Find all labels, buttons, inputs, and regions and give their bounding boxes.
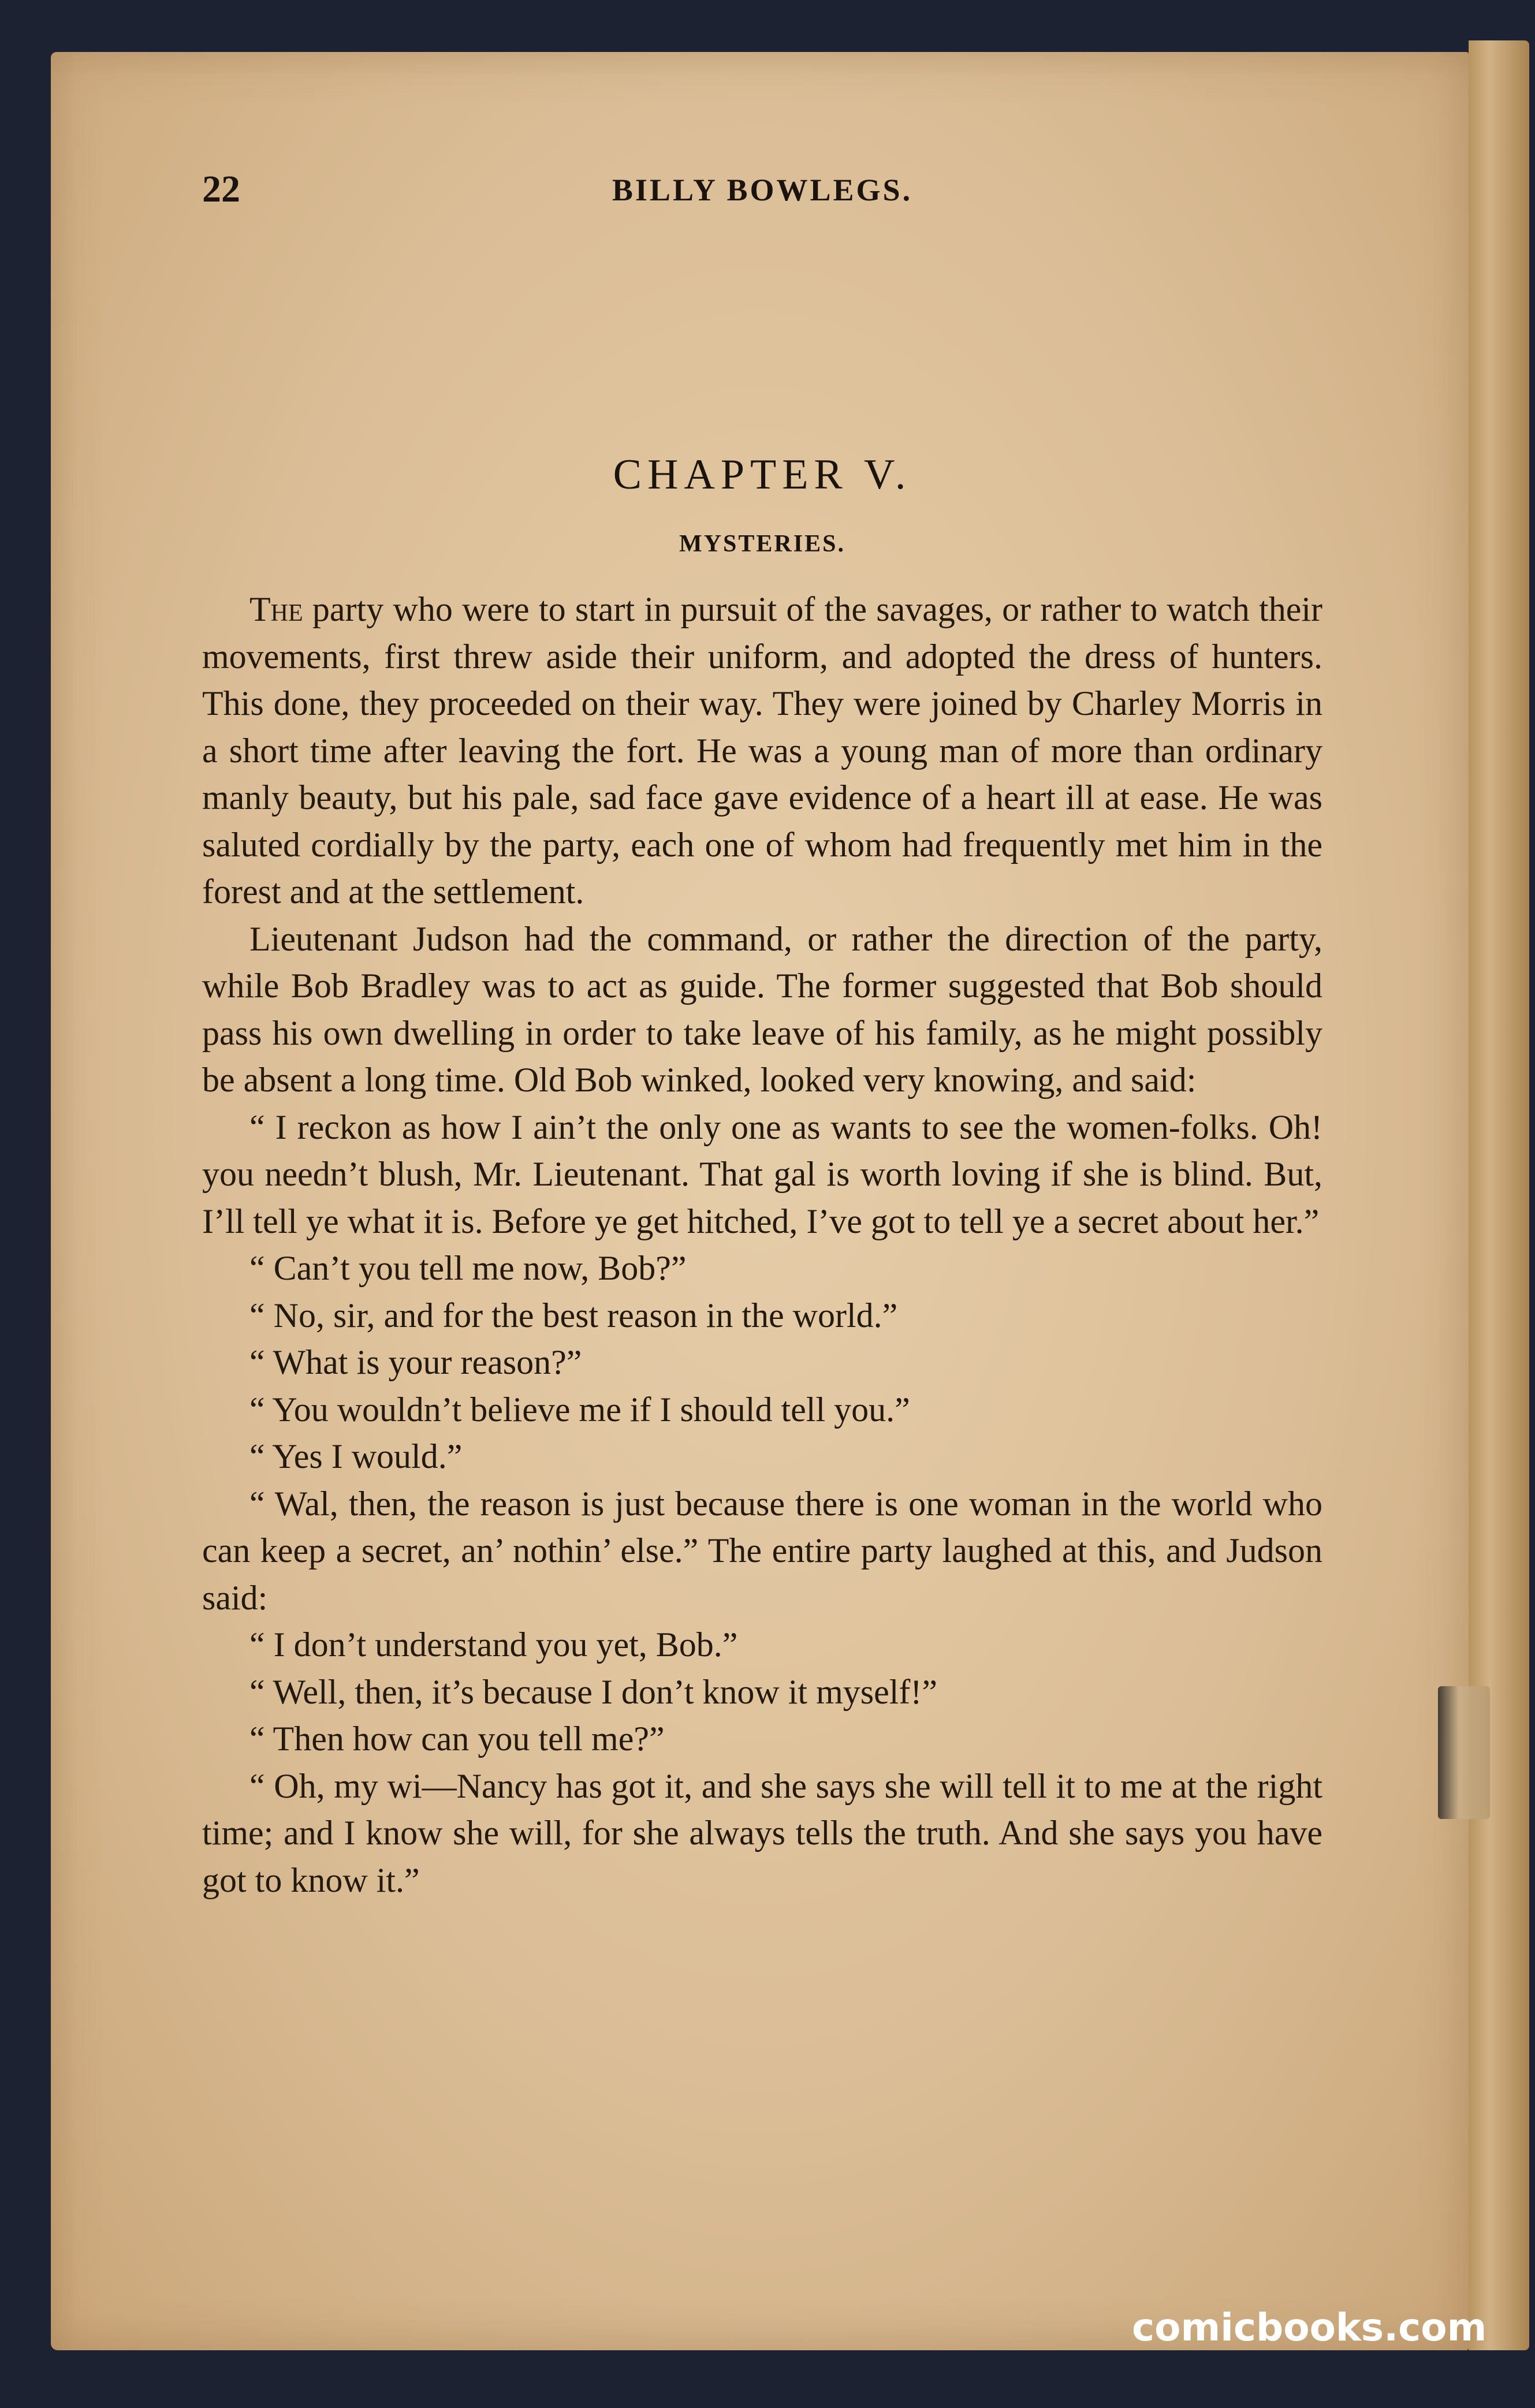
chapter-title: CHAPTER V.	[613, 451, 912, 498]
running-title: BILLY BOWLEGS.	[612, 173, 913, 207]
paragraph-lead: The	[249, 590, 303, 628]
watermark: comicbooks.com	[1132, 2305, 1487, 2350]
paragraph: Lieutenant Judson had the command, or rather the direction of the party, while Bob Bradley was to act as guide. The former suggested that Bob should pass his own dwelling in order to take leave of his family, as he might possibly be absent a long time. Old Bob winked, looked very knowing, and said:	[202, 919, 1322, 1099]
paragraph: “ Can’t you tell me now, Bob?”	[249, 1249, 687, 1287]
running-head	[202, 167, 1322, 219]
paragraph: “ Well, then, it’s because I don’t know it myself!”	[249, 1672, 938, 1711]
body-text	[202, 586, 1322, 1904]
paragraph: “ Oh, my wi—Nancy has got it, and she says she will tell it to me at the right time; and I know she will, for she always tells the truth. And she says you have got to know it.”	[202, 1766, 1322, 1899]
binding-stitch	[1438, 1686, 1490, 1819]
chapter-subtitle: MYSTERIES.	[679, 531, 845, 557]
paragraph-text: party who were to start in pursuit of the savages, or rather to watch their movements, first threw aside their uniform, and adopted the dress of hunters. This done, they proceeded on their way. They were joined by Charley Morris in a short time after leaving the fort. He was a young man of more than ordinary manly beauty, but his pale, sad face gave evidence of a heart ill at ease. He was saluted cordially by the party, each one of whom had frequently met him in the forest and at the settlement.	[202, 590, 1322, 911]
paragraph: “ I reckon as how I ain’t the only one as wants to see the women-folks. Oh! you needn’t blush, Mr. Lieutenant. That gal is worth loving if she is blind. But, I’ll tell ye what it is. Before ye get hitched, I’ve got to tell ye a secret about her.”	[202, 1108, 1322, 1240]
paragraph: “ No, sir, and for the best reason in the world.”	[249, 1296, 898, 1335]
paragraph: “ What is your reason?”	[249, 1343, 582, 1381]
page-number: 22	[202, 168, 240, 210]
paragraph: “ Wal, then, the reason is just because there is one woman in the world who can keep a secret, an’ nothin’ else.” The entire party laughed at this, and Judson said:	[202, 1484, 1322, 1617]
paragraph: “ Then how can you tell me?”	[249, 1720, 665, 1758]
paragraph: “ I don’t understand you yet, Bob.”	[249, 1626, 738, 1664]
paragraph: “ You wouldn’t believe me if I should tell you.”	[249, 1390, 910, 1429]
paragraph: “ Yes I would.”	[249, 1437, 463, 1475]
page-edge	[1469, 40, 1529, 2350]
paragraph	[202, 586, 1322, 916]
